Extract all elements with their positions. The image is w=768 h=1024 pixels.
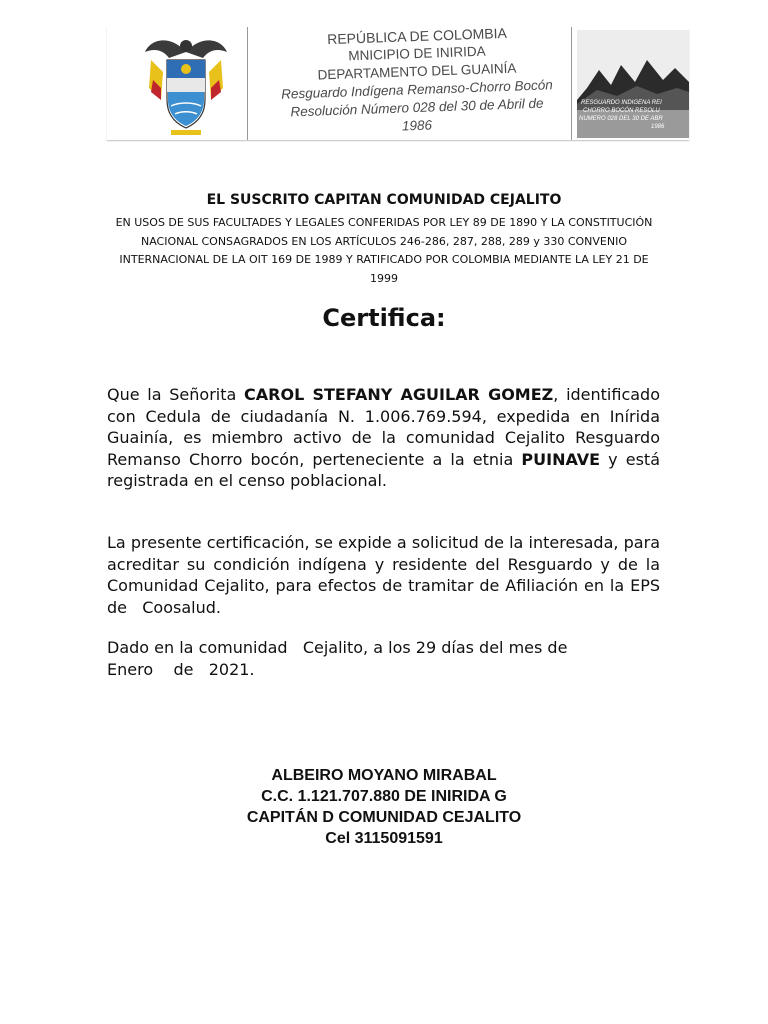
- seal-text-1: RESGUARDO INDIGENA REI: [581, 100, 662, 106]
- date-line-1: Dado en la comunidad Cejalito, a los 29 días del mes de: [107, 638, 568, 657]
- header-line-6: 1986: [401, 117, 433, 134]
- header-divider: [571, 27, 572, 140]
- purpose-paragraph: La presente certificación, se expide a solicitud de la interesada, para acreditar su condición indígena y residente del Resguardo y de la Comunidad Cejalito, para efectos de tramitar de Afiliación en la EPS de Coosalud.: [107, 533, 666, 617]
- signer-id: C.C. 1.121.707.880 DE INIRIDA G: [261, 788, 507, 805]
- date-line-2: Enero de 2021.: [107, 659, 255, 679]
- ethnicity-name: PUINAVE: [521, 449, 601, 469]
- header-line-2: MNICIPIO DE INIRIDA: [348, 43, 486, 64]
- header-line-1: REPÚBLICA DE COLOMBIA: [326, 24, 508, 48]
- person-name: CAROL STEFANY AGUILAR GOMEZ: [244, 385, 554, 404]
- paragraph-text: Que la Señorita: [107, 385, 245, 404]
- coat-of-arms-icon: [141, 30, 231, 138]
- certifica-heading: Certifica:: [322, 304, 446, 332]
- seal-text-4: 1986: [651, 124, 665, 130]
- header-line-3: DEPARTAMENTO DEL GUAINÍA: [317, 60, 517, 83]
- paragraph-text: y está registrada en el censo poblacional.: [107, 449, 660, 490]
- document-title: EL SUSCRITO CAPITAN COMUNIDAD CEJALITO: [206, 192, 562, 208]
- seal-text-2: CHORRO BOCÓN RESOLU: [583, 108, 660, 114]
- paragraph-text: , identificado con Cedula de ciudadanía N. 1.006.769.594, expedida en Inírida Guainía, es miembro activo de la comunidad Cejalito Resguardo Remanso Chorro bocón, perteneciente a la etnia: [107, 385, 661, 469]
- certification-paragraph: [107, 384, 660, 492]
- resguardo-logo-image: [577, 30, 689, 138]
- signer-role: CAPITÁN D COMUNIDAD CEJALITO: [246, 809, 522, 826]
- letterhead-banner: [107, 24, 689, 140]
- signer-phone: Cel 3115091591: [325, 830, 443, 847]
- letterhead-text: [267, 24, 567, 135]
- seal-text-3: NUMERO 028 DEL 30 DE ABR: [579, 116, 663, 122]
- header-divider: [247, 27, 248, 140]
- header-line-5: Resolución Número 028 del 30 de Abril de: [290, 95, 544, 120]
- date-paragraph: [107, 637, 660, 680]
- signer-name: ALBEIRO MOYANO MIRABAL: [271, 767, 497, 784]
- legal-basis-text: EN USOS DE SUS FACULTADES Y LEGALES CONFERIDAS POR LEY 89 DE 1890 Y LA CONSTITUCIÓN NACIONAL CONSAGRADOS EN LOS ARTÍCULOS 246-286, 287, 288, 289 y 330 CONVENIO INTERNACIONAL DE LA OIT 169 DE 1989 Y RATIFICADO POR COLOMBIA MEDIANTE LA LEY 21 DE 1999: [115, 216, 653, 285]
- signature-block: [184, 765, 584, 849]
- header-line-4: Resguardo Indígena Remanso-Chorro Bocón: [280, 77, 553, 102]
